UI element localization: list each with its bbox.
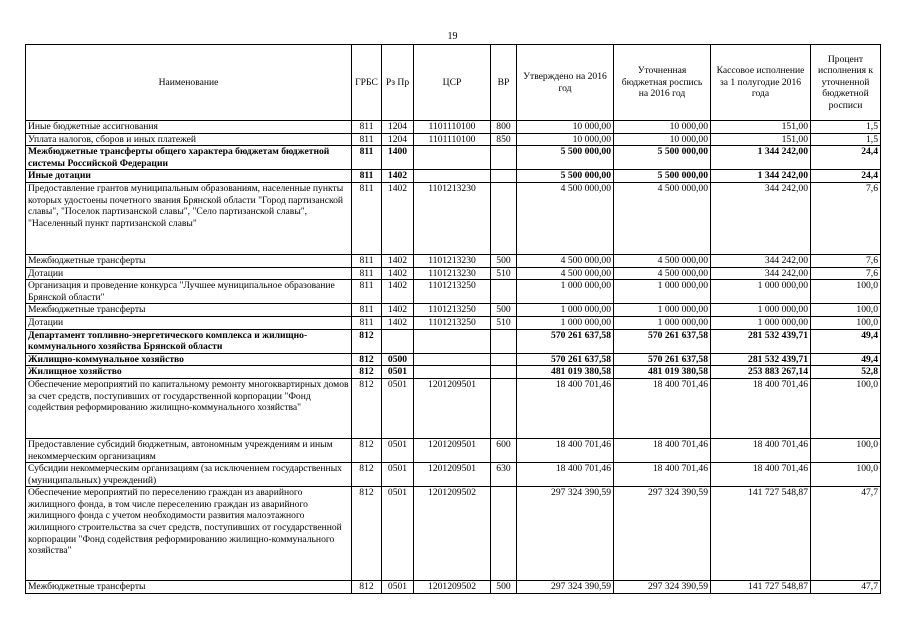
- cell-refined: 10 000,00: [614, 133, 711, 146]
- cell-csr: 1101213250: [414, 304, 491, 317]
- cell-vr: [491, 182, 517, 254]
- table-row: [26, 146, 881, 170]
- cell-csr: 1201209501: [414, 378, 491, 438]
- cell-grbs: 811: [352, 170, 382, 183]
- cell-name: Дотации: [26, 267, 352, 280]
- cell-cash: 344 242,00: [711, 182, 811, 254]
- cell-csr: 1101213250: [414, 280, 491, 304]
- cell-percent: 7,6: [811, 267, 881, 280]
- cell-vr: 630: [491, 463, 517, 487]
- cell-name: Межбюджетные трансферты: [26, 581, 352, 594]
- cell-percent: 100,0: [811, 304, 881, 317]
- cell-vr: 800: [491, 121, 517, 134]
- cell-csr: 1101213230: [414, 182, 491, 254]
- cell-approved: 297 324 390,59: [517, 487, 614, 581]
- header-csr: ЦСР: [414, 45, 491, 121]
- cell-percent: 1,5: [811, 133, 881, 146]
- cell-vr: 850: [491, 133, 517, 146]
- cell-rzpr: 0501: [382, 463, 414, 487]
- cell-cash: 1 000 000,00: [711, 304, 811, 317]
- cell-csr: 1201209501: [414, 463, 491, 487]
- cell-refined: 18 400 701,46: [614, 463, 711, 487]
- cell-refined: 4 500 000,00: [614, 182, 711, 254]
- cell-name: Межбюджетные трансферты: [26, 304, 352, 317]
- cell-vr: [491, 280, 517, 304]
- table-row: [26, 280, 881, 304]
- cell-rzpr: 1402: [382, 280, 414, 304]
- cell-approved: 18 400 701,46: [517, 378, 614, 438]
- cell-rzpr: 0500: [382, 353, 414, 366]
- cell-grbs: 812: [352, 329, 382, 353]
- cell-csr: 1101213250: [414, 316, 491, 329]
- cell-refined: 1 000 000,00: [614, 280, 711, 304]
- cell-rzpr: 1204: [382, 133, 414, 146]
- cell-vr: 600: [491, 438, 517, 462]
- cell-name: Жилищное хозяйство: [26, 366, 352, 379]
- cell-refined: 5 500 000,00: [614, 146, 711, 170]
- table-row: [26, 182, 881, 254]
- table-row: [26, 304, 881, 317]
- cell-vr: 510: [491, 316, 517, 329]
- cell-percent: 1,5: [811, 121, 881, 134]
- cell-grbs: 811: [352, 182, 382, 254]
- cell-cash: 151,00: [711, 121, 811, 134]
- cell-vr: 500: [491, 304, 517, 317]
- cell-cash: 18 400 701,46: [711, 378, 811, 438]
- cell-csr: [414, 366, 491, 379]
- cell-vr: [491, 329, 517, 353]
- cell-name: Субсидии некоммерческим организациям (за исключением государственных (муниципальных) учреждений): [26, 463, 352, 487]
- cell-csr: [414, 353, 491, 366]
- cell-approved: 4 500 000,00: [517, 182, 614, 254]
- cell-cash: 281 532 439,71: [711, 353, 811, 366]
- cell-name: Организация и проведение конкурса "Лучшее муниципальное образование Брянской области": [26, 280, 352, 304]
- header-rzpr: Рз Пр: [382, 45, 414, 121]
- table-row: [26, 170, 881, 183]
- cell-csr: 1101110100: [414, 121, 491, 134]
- table-row: [26, 463, 881, 487]
- cell-cash: 1 344 242,00: [711, 170, 811, 183]
- cell-percent: 47,7: [811, 581, 881, 594]
- cell-vr: [491, 487, 517, 581]
- header-refined: Уточненная бюджетная роспись на 2016 год: [614, 45, 711, 121]
- cell-percent: 7,6: [811, 254, 881, 267]
- cell-rzpr: 0501: [382, 487, 414, 581]
- cell-approved: 570 261 637,58: [517, 353, 614, 366]
- cell-percent: 100,0: [811, 280, 881, 304]
- cell-refined: 570 261 637,58: [614, 353, 711, 366]
- cell-vr: [491, 378, 517, 438]
- cell-csr: 1201209502: [414, 581, 491, 594]
- cell-cash: 281 532 439,71: [711, 329, 811, 353]
- cell-approved: 1 000 000,00: [517, 280, 614, 304]
- cell-csr: [414, 170, 491, 183]
- cell-refined: 4 500 000,00: [614, 267, 711, 280]
- cell-grbs: 811: [352, 254, 382, 267]
- cell-rzpr: 1402: [382, 182, 414, 254]
- cell-percent: 100,0: [811, 378, 881, 438]
- cell-csr: 1101213230: [414, 254, 491, 267]
- cell-grbs: 812: [352, 366, 382, 379]
- cell-refined: 4 500 000,00: [614, 254, 711, 267]
- cell-vr: 500: [491, 581, 517, 594]
- table-row: [26, 353, 881, 366]
- cell-vr: [491, 170, 517, 183]
- cell-vr: [491, 146, 517, 170]
- table-row: [26, 487, 881, 581]
- cell-approved: 1 000 000,00: [517, 316, 614, 329]
- cell-cash: 151,00: [711, 133, 811, 146]
- cell-approved: 10 000,00: [517, 133, 614, 146]
- cell-grbs: 812: [352, 487, 382, 581]
- cell-name: Предоставление субсидий бюджетным, автономным учреждениям и иным некоммерческим организациям: [26, 438, 352, 462]
- cell-grbs: 811: [352, 146, 382, 170]
- cell-cash: 18 400 701,46: [711, 463, 811, 487]
- table-row: [26, 366, 881, 379]
- cell-refined: 1 000 000,00: [614, 304, 711, 317]
- cell-vr: [491, 353, 517, 366]
- cell-rzpr: 1402: [382, 254, 414, 267]
- cell-grbs: 811: [352, 267, 382, 280]
- cell-name: Дотации: [26, 316, 352, 329]
- table-row: [26, 329, 881, 353]
- cell-cash: 18 400 701,46: [711, 438, 811, 462]
- cell-vr: 500: [491, 254, 517, 267]
- cell-cash: 141 727 548,87: [711, 487, 811, 581]
- cell-rzpr: [382, 329, 414, 353]
- cell-vr: [491, 366, 517, 379]
- cell-grbs: 812: [352, 353, 382, 366]
- cell-refined: 18 400 701,46: [614, 378, 711, 438]
- cell-csr: 1101110100: [414, 133, 491, 146]
- cell-percent: 100,0: [811, 463, 881, 487]
- header-cash: Кассовое исполнение за 1 полугодие 2016 года: [711, 45, 811, 121]
- table-row: [26, 254, 881, 267]
- cell-name: Иные бюджетные ассигнования: [26, 121, 352, 134]
- cell-grbs: 811: [352, 316, 382, 329]
- cell-grbs: 811: [352, 280, 382, 304]
- header-approved: Утверждено на 2016 год: [517, 45, 614, 121]
- cell-percent: 24,4: [811, 170, 881, 183]
- cell-csr: [414, 329, 491, 353]
- cell-approved: 1 000 000,00: [517, 304, 614, 317]
- cell-refined: 481 019 380,58: [614, 366, 711, 379]
- cell-refined: 297 324 390,59: [614, 487, 711, 581]
- cell-approved: 10 000,00: [517, 121, 614, 134]
- table-row: [26, 316, 881, 329]
- cell-approved: 570 261 637,58: [517, 329, 614, 353]
- cell-refined: 1 000 000,00: [614, 316, 711, 329]
- cell-approved: 5 500 000,00: [517, 146, 614, 170]
- cell-csr: 1201209501: [414, 438, 491, 462]
- header-percent: Процент исполнения к уточненной бюджетной росписи: [811, 45, 881, 121]
- cell-name: Департамент топливно-энергетического комплекса и жилищно-коммунального хозяйства Брянской области: [26, 329, 352, 353]
- cell-approved: 4 500 000,00: [517, 267, 614, 280]
- cell-percent: 7,6: [811, 182, 881, 254]
- cell-percent: 49,4: [811, 353, 881, 366]
- cell-rzpr: 1400: [382, 146, 414, 170]
- cell-approved: 5 500 000,00: [517, 170, 614, 183]
- cell-approved: 481 019 380,58: [517, 366, 614, 379]
- cell-approved: 18 400 701,46: [517, 463, 614, 487]
- page-number: 19: [447, 31, 458, 42]
- cell-rzpr: 0501: [382, 581, 414, 594]
- cell-csr: [414, 146, 491, 170]
- cell-grbs: 811: [352, 304, 382, 317]
- table-row: [26, 438, 881, 462]
- cell-cash: 344 242,00: [711, 254, 811, 267]
- cell-vr: 510: [491, 267, 517, 280]
- cell-refined: 570 261 637,58: [614, 329, 711, 353]
- cell-rzpr: 0501: [382, 378, 414, 438]
- cell-refined: 18 400 701,46: [614, 438, 711, 462]
- cell-rzpr: 1402: [382, 304, 414, 317]
- cell-name: Обеспечение мероприятий по переселению граждан из аварийного жилищного фонда, в том числе переселению граждан из аварийного жилищного фонда с учетом необходимости развития малоэтажного жилищного строительства за счет средств, поступивших от государственной корпорации "Фонд содействия реформированию жилищно-коммунального хозяйства": [26, 487, 352, 581]
- cell-percent: 24,4: [811, 146, 881, 170]
- cell-percent: 100,0: [811, 316, 881, 329]
- cell-grbs: 812: [352, 463, 382, 487]
- cell-csr: 1101213230: [414, 267, 491, 280]
- cell-cash: 253 883 267,14: [711, 366, 811, 379]
- cell-cash: 141 727 548,87: [711, 581, 811, 594]
- cell-cash: 1 344 242,00: [711, 146, 811, 170]
- header-name: Наименование: [26, 45, 352, 121]
- cell-percent: 47,7: [811, 487, 881, 581]
- cell-rzpr: 1402: [382, 267, 414, 280]
- cell-refined: 10 000,00: [614, 121, 711, 134]
- cell-name: Иные дотации: [26, 170, 352, 183]
- cell-name: Предоставление грантов муниципальным образованиям, населенные пункты которых удостоены почетного звания Брянской области "Город партизанской славы", "Поселок партизанской славы", "Село партизанской славы", "Населенный пункт партизанской славы": [26, 182, 352, 254]
- table-row: [26, 133, 881, 146]
- cell-grbs: 812: [352, 378, 382, 438]
- cell-cash: 344 242,00: [711, 267, 811, 280]
- cell-rzpr: 1204: [382, 121, 414, 134]
- cell-name: Межбюджетные трансферты общего характера бюджетам бюджетной системы Российской Федерации: [26, 146, 352, 170]
- cell-rzpr: 0501: [382, 438, 414, 462]
- cell-refined: 297 324 390,59: [614, 581, 711, 594]
- header-row: [26, 45, 881, 121]
- table-row: [26, 267, 881, 280]
- cell-name: Межбюджетные трансферты: [26, 254, 352, 267]
- table-row: [26, 121, 881, 134]
- budget-table: [25, 44, 881, 594]
- cell-cash: 1 000 000,00: [711, 280, 811, 304]
- cell-approved: 18 400 701,46: [517, 438, 614, 462]
- cell-rzpr: 0501: [382, 366, 414, 379]
- cell-grbs: 812: [352, 581, 382, 594]
- cell-name: Жилищно-коммунальное хозяйство: [26, 353, 352, 366]
- cell-cash: 1 000 000,00: [711, 316, 811, 329]
- cell-refined: 5 500 000,00: [614, 170, 711, 183]
- cell-grbs: 811: [352, 133, 382, 146]
- cell-rzpr: 1402: [382, 170, 414, 183]
- cell-approved: 4 500 000,00: [517, 254, 614, 267]
- cell-percent: 52,8: [811, 366, 881, 379]
- table-row: [26, 581, 881, 594]
- cell-rzpr: 1402: [382, 316, 414, 329]
- cell-percent: 100,0: [811, 438, 881, 462]
- cell-grbs: 811: [352, 121, 382, 134]
- header-vr: ВР: [491, 45, 517, 121]
- cell-grbs: 812: [352, 438, 382, 462]
- cell-name: Обеспечение мероприятий по капитальному ремонту многоквартирных домов за счет средств, поступивших от государственной корпорации "Фонд содействия реформированию жилищно-коммунального хозяйства": [26, 378, 352, 438]
- cell-name: Уплата налогов, сборов и иных платежей: [26, 133, 352, 146]
- header-grbs: ГРБС: [352, 45, 382, 121]
- table-row: [26, 378, 881, 438]
- cell-percent: 49,4: [811, 329, 881, 353]
- cell-csr: 1201209502: [414, 487, 491, 581]
- cell-approved: 297 324 390,59: [517, 581, 614, 594]
